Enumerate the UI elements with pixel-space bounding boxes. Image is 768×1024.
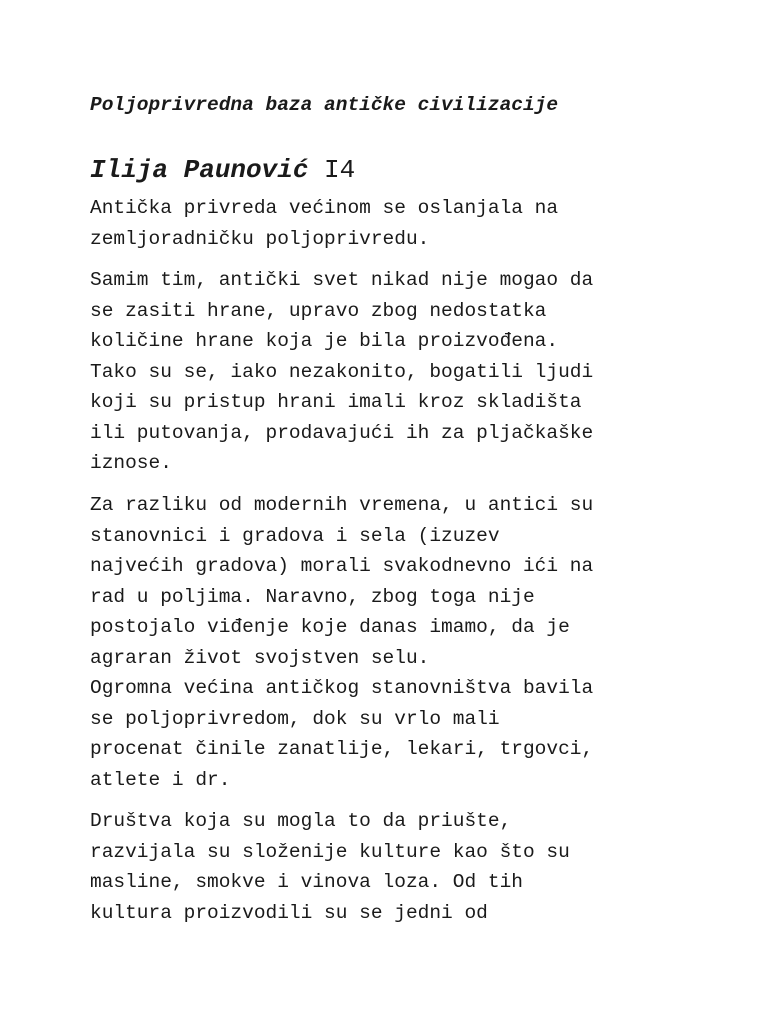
paragraph-2 bbox=[90, 265, 593, 479]
text-line: iznose. bbox=[90, 452, 172, 474]
text-line: stanovnici i gradova i sela (izuzev bbox=[90, 524, 500, 547]
text-line: količine hrane koja je bila proizvođena. bbox=[90, 330, 559, 352]
text-line: postojalo viđenje koje danas imamo, da je bbox=[90, 616, 570, 638]
document-title: Poljoprivredna baza antičke civilizacije bbox=[90, 94, 559, 116]
text-line: rad u poljima. Naravno, zbog toga nije bbox=[90, 585, 535, 608]
text-line: Samim tim, antički svet nikad nije mogao da bbox=[90, 269, 594, 291]
text-line: Tako su se, iako nezakonito, bogatili ljudi bbox=[90, 360, 594, 383]
text-line: zemljoradničku poljoprivredu. bbox=[90, 227, 430, 250]
text-line: Ogromna većina antičkog stanovništva bavila bbox=[90, 677, 594, 699]
text-line: koji su pristup hrani imali kroz skladišta bbox=[90, 391, 582, 413]
text-line: agraran život svojstven selu. bbox=[90, 646, 430, 669]
author-heading bbox=[90, 153, 355, 187]
paragraph-3 bbox=[90, 490, 593, 795]
text-line: Društva koja su mogla to da priušte, bbox=[90, 810, 512, 832]
text-line: se poljoprivredom, dok su vrlo mali bbox=[90, 707, 500, 730]
text-line: Antička privreda većinom se oslanjala na bbox=[90, 197, 559, 219]
text-line: Za razliku od modernih vremena, u antici su bbox=[90, 494, 594, 516]
class-label: I4 bbox=[324, 155, 356, 185]
text-line: atlete i dr. bbox=[90, 768, 231, 791]
text-line: kultura proizvodili su se jedni od bbox=[90, 901, 488, 924]
text-line: najvećih gradova) morali svakodnevno ići na bbox=[90, 555, 594, 577]
text-line: ili putovanja, prodavajući ih za pljačkaške bbox=[90, 421, 594, 444]
text-line: razvijala su složenije kulture kao što su bbox=[90, 840, 570, 863]
text-line: procenat činile zanatlije, lekari, trgovci, bbox=[90, 738, 594, 760]
text-line: masline, smokve i vinova loza. Od tih bbox=[90, 871, 523, 893]
author-name: Ilija Paunović bbox=[90, 155, 309, 185]
paragraph-1 bbox=[90, 193, 558, 254]
paragraph-4 bbox=[90, 806, 570, 928]
text-line: se zasiti hrane, upravo zbog nedostatka bbox=[90, 299, 547, 322]
